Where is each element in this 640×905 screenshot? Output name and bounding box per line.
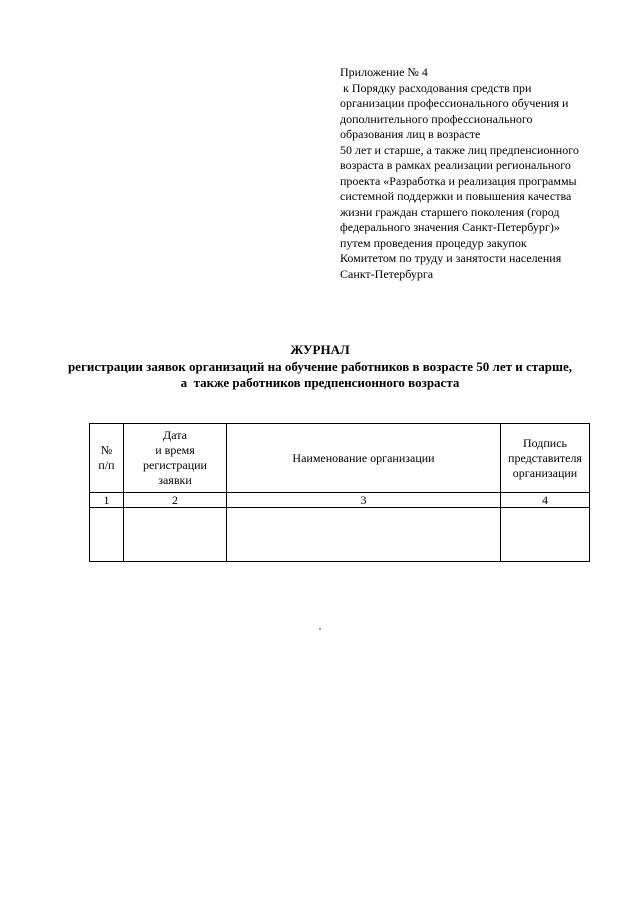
header-signature-line: представителя — [508, 450, 582, 465]
header-signature-line: организации — [512, 465, 578, 480]
empty-cell — [124, 508, 227, 562]
header-number — [90, 424, 124, 493]
journal-subtitle-line-1: регистрации заявок организаций на обучение работников в возрасте 50 лет и старше, — [67, 358, 573, 374]
header-signature — [501, 424, 590, 493]
appendix-line: Санкт-Петербурга — [340, 266, 434, 281]
appendix-line: 50 лет и старше, а также лиц предпенсионного — [340, 142, 579, 157]
empty-cell — [501, 508, 590, 562]
appendix-line: Приложение № 4 — [340, 65, 428, 79]
appendix-line: проекта «Разработка и реализация программы — [340, 173, 577, 188]
header-organization-line: Наименование организации — [292, 450, 435, 465]
appendix-line: организации профессионального обучения и — [340, 96, 569, 110]
column-number-cell: 4 — [501, 493, 590, 508]
header-signature-line: Подпись — [522, 435, 568, 450]
empty-cell — [227, 508, 501, 562]
journal-subtitle-line-2: а также работников предпенсионного возраста — [180, 375, 460, 390]
header-number-line: № — [100, 443, 113, 457]
appendix-line: образования лиц в возрасте — [340, 127, 481, 141]
header-date-line: заявки — [158, 473, 192, 487]
appendix-block — [340, 65, 625, 282]
header-organization-name — [227, 424, 501, 493]
appendix-line: Комитетом по труду и занятости населения — [340, 251, 562, 265]
appendix-line: к Порядку расходования средств при — [340, 80, 532, 95]
scan-speck — [319, 628, 321, 630]
table-row — [90, 508, 590, 562]
appendix-line: возраста в рамках реализации регионального — [340, 158, 571, 172]
registration-table — [89, 423, 590, 562]
empty-cell — [90, 508, 124, 562]
journal-heading — [0, 342, 640, 392]
appendix-line: путем проведения процедур закупок — [340, 235, 527, 250]
appendix-line: дополнительного профессионального — [340, 111, 533, 126]
header-date-line: регистрации — [143, 458, 207, 472]
column-number-cell: 1 — [90, 493, 124, 508]
journal-title: ЖУРНАЛ — [290, 342, 350, 357]
header-number-line: п/п — [98, 458, 115, 472]
appendix-line: федерального значения Санкт-Петербург)» — [340, 220, 560, 234]
column-number-cell: 3 — [227, 493, 501, 508]
appendix-line: жизни граждан старшего поколения (город — [340, 204, 560, 219]
header-date — [124, 424, 227, 493]
column-number-row — [90, 493, 590, 508]
header-date-line: и время — [155, 443, 195, 457]
table-header-row — [90, 424, 590, 493]
header-date-line: Дата — [163, 428, 187, 442]
column-number-cell: 2 — [124, 493, 227, 508]
appendix-line: системной поддержки и повышения качества — [340, 189, 572, 203]
